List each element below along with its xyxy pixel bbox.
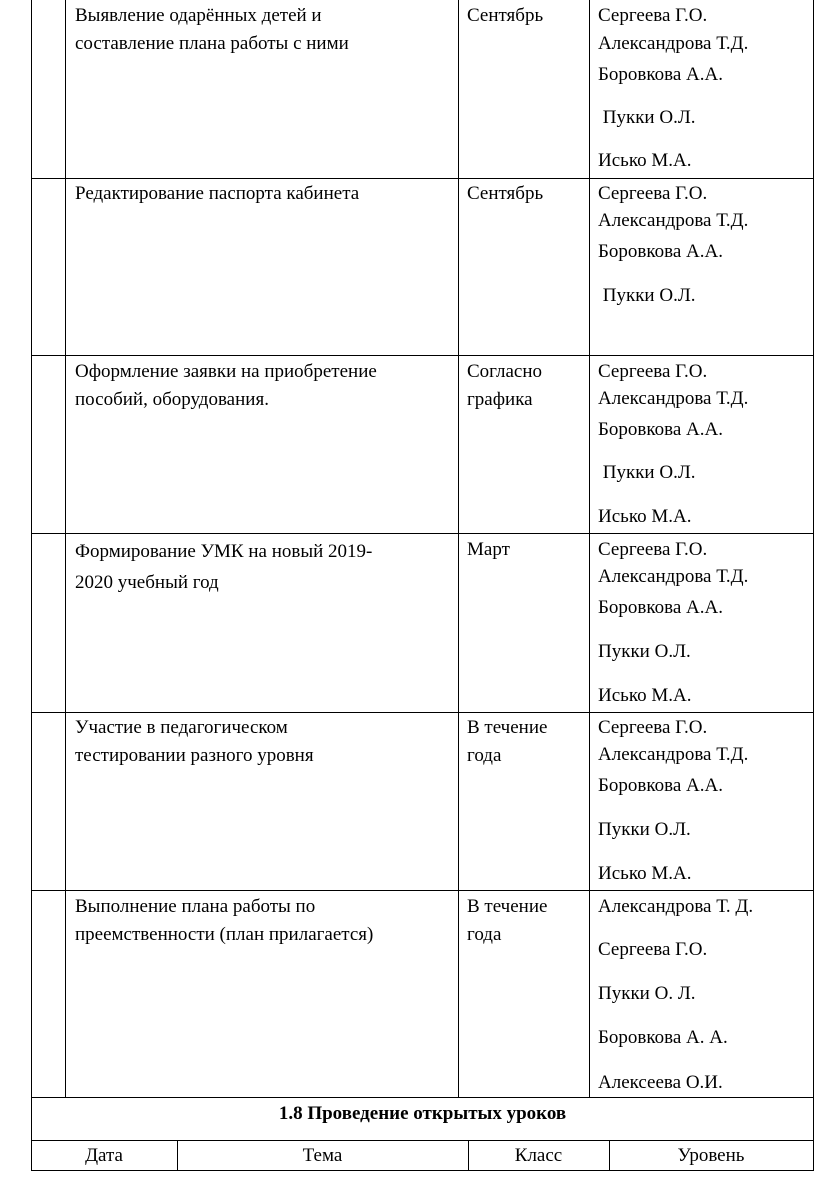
activity-line: Формирование УМК на новый 2019- bbox=[75, 541, 373, 562]
column-divider bbox=[458, 0, 459, 1098]
date-cell bbox=[467, 714, 547, 770]
person-name: Пукки О.Л. bbox=[598, 819, 691, 840]
activity-line: 2020 учебный год bbox=[75, 572, 219, 593]
person-name: Боровкова А.А. bbox=[598, 419, 723, 440]
activity-line: Участие в педагогическом bbox=[75, 717, 288, 738]
section-title: 1.8 Проведение открытых уроков bbox=[278, 1103, 567, 1124]
date-cell bbox=[467, 358, 542, 414]
date-line: года bbox=[467, 745, 502, 766]
activity-line: пособий, оборудования. bbox=[75, 389, 269, 410]
person-name: Сергеева Г.О. bbox=[598, 361, 708, 382]
person-name: Сергеева Г.О. bbox=[598, 539, 708, 560]
person-name: Боровкова А. А. bbox=[598, 1027, 728, 1048]
person-name: Александрова Т.Д. bbox=[598, 210, 749, 231]
date-cell bbox=[467, 536, 510, 564]
person-name: Александрова Т. Д. bbox=[598, 896, 754, 917]
row-divider bbox=[31, 890, 814, 891]
activity-cell bbox=[75, 536, 372, 598]
activity-line: преемственности (план прилагается) bbox=[75, 924, 374, 945]
date-line: Сентябрь bbox=[467, 5, 544, 26]
activity-cell bbox=[75, 358, 377, 414]
activity-line: Выполнение плана работы по bbox=[75, 896, 316, 917]
date-cell bbox=[467, 893, 547, 949]
column-divider bbox=[65, 0, 66, 1098]
activity-cell bbox=[75, 714, 314, 770]
person-name: Исько М.А. bbox=[598, 685, 692, 706]
person-name: Боровкова А.А. bbox=[598, 597, 723, 618]
activity-cell bbox=[75, 180, 359, 208]
person-name: Пукки О.Л. bbox=[598, 107, 696, 128]
person-name: Александрова Т.Д. bbox=[598, 33, 749, 54]
header-date: Дата bbox=[85, 1145, 123, 1166]
person-name: Боровкова А.А. bbox=[598, 775, 723, 796]
person-name: Сергеева Г.О. bbox=[598, 717, 708, 738]
activity-line: Редактирование паспорта кабинета bbox=[75, 183, 360, 204]
person-name: Александрова Т.Д. bbox=[598, 566, 749, 587]
header-class: Класс bbox=[514, 1145, 563, 1166]
table-border-left bbox=[31, 0, 32, 1098]
row-divider bbox=[31, 1140, 814, 1141]
activity-cell bbox=[75, 2, 349, 58]
activity-line: Выявление одарённых детей и bbox=[75, 5, 322, 26]
activity-line: составление плана работы с ними bbox=[75, 33, 349, 54]
person-name: Сергеева Г.О. bbox=[598, 5, 708, 26]
person-name: Пукки О.Л. bbox=[598, 641, 691, 662]
person-name: Александрова Т.Д. bbox=[598, 744, 749, 765]
header-topic: Тема bbox=[302, 1145, 343, 1166]
person-name: Пукки О. Л. bbox=[598, 983, 696, 1004]
row-divider bbox=[31, 178, 814, 179]
activity-cell bbox=[75, 893, 373, 949]
date-line: В течение bbox=[467, 717, 548, 738]
column-divider bbox=[589, 0, 590, 1098]
person-name: Исько М.А. bbox=[598, 863, 692, 884]
person-name: Сергеева Г.О. bbox=[598, 939, 708, 960]
date-line: В течение bbox=[467, 896, 548, 917]
person-name: Пукки О.Л. bbox=[598, 285, 696, 306]
table-border-right bbox=[813, 0, 814, 1171]
person-name: Пукки О.Л. bbox=[598, 462, 696, 483]
person-name: Боровкова А.А. bbox=[598, 241, 723, 262]
date-line: Март bbox=[467, 539, 510, 560]
activity-line: Оформление заявки на приобретение bbox=[75, 361, 377, 382]
person-name: Александрова Т.Д. bbox=[598, 388, 749, 409]
row-divider bbox=[31, 355, 814, 356]
date-cell bbox=[467, 2, 543, 30]
header-level: Уровень bbox=[677, 1145, 745, 1166]
person-name: Сергеева Г.О. bbox=[598, 183, 708, 204]
person-name: Боровкова А.А. bbox=[598, 64, 723, 85]
date-cell bbox=[467, 180, 543, 208]
row-divider bbox=[31, 1097, 814, 1098]
person-name: Исько М.А. bbox=[598, 506, 692, 527]
person-name: Алексеева О.И. bbox=[598, 1072, 723, 1093]
row-divider bbox=[31, 533, 814, 534]
date-line: года bbox=[467, 924, 502, 945]
table-border-bottom bbox=[31, 1170, 814, 1171]
date-line: Сентябрь bbox=[467, 183, 544, 204]
date-line: Согласно bbox=[467, 361, 543, 382]
row-divider bbox=[31, 712, 814, 713]
activity-line: тестировании разного уровня bbox=[75, 745, 314, 766]
date-line: графика bbox=[467, 389, 533, 410]
person-name: Исько М.А. bbox=[598, 150, 692, 171]
